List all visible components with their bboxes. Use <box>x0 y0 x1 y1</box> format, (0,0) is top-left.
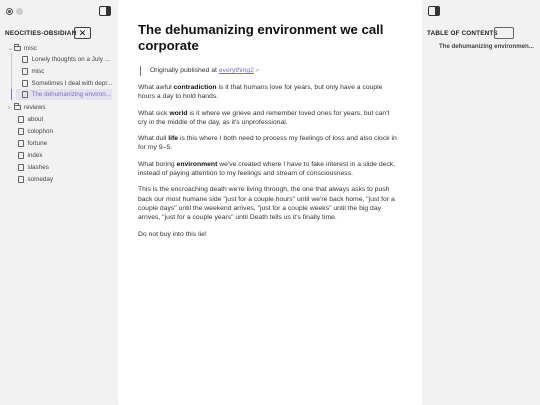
article <box>138 22 400 246</box>
tree-file-item[interactable] <box>22 78 112 89</box>
tree-file-item[interactable] <box>18 126 53 137</box>
tree-file-item[interactable] <box>18 150 43 161</box>
toc-title[interactable]: TABLE OF CONTENTS <box>427 30 498 37</box>
paragraph-bold: world <box>169 109 188 117</box>
paragraph <box>138 109 400 128</box>
site-title[interactable]: NEOCITIES-OBSIDIAN <box>5 30 77 37</box>
file-icon <box>18 128 24 135</box>
file-icon <box>22 91 28 98</box>
moon-icon <box>16 8 23 15</box>
file-icon <box>18 176 24 183</box>
blockquote <box>140 66 400 76</box>
paragraph-text: we've created where I have to fake interest in a slide deck, instead of paying attention to my feelings and stream of consciousness. <box>138 160 396 178</box>
toc-item[interactable]: The dehumanizing environmen... <box>439 43 534 50</box>
tree-label: index <box>27 152 43 159</box>
sidebar-toggle-icon[interactable] <box>99 6 111 16</box>
tree-label: misc <box>31 68 45 75</box>
toc-collapse-button[interactable] <box>494 27 514 39</box>
paragraph-bold: environment <box>176 160 218 168</box>
tree-label: Lonely thoughts on a July ... <box>31 56 110 63</box>
tree-file-item-active[interactable] <box>16 89 112 100</box>
paragraph-text: This is the encroaching death we're living through, the one that always asks to push back our most humane side "just for a couple hours" until we're back home, "just for a couple days" until the weekend arrives, "just for a couple weeks" until the big day arrives, "just for a couple years" until Death tells us it's finally time. <box>138 186 395 222</box>
folder-item-misc[interactable] <box>8 43 37 54</box>
file-icon <box>22 68 28 75</box>
collapse-explorer-button[interactable]: ✕ <box>74 27 91 39</box>
paragraph-text: What awful <box>138 84 174 91</box>
paragraph-text: is this where I both need to process my feelings of loss and also clock in for my 9–5. <box>138 135 397 152</box>
tree-file-item[interactable] <box>18 174 53 185</box>
tree-file-item[interactable] <box>18 138 47 149</box>
tree-label: colophon <box>27 128 54 135</box>
paragraph-text: Do not buy into this lie! <box>138 230 207 238</box>
paragraph <box>138 160 400 179</box>
file-icon <box>18 164 24 171</box>
paragraph-text: What boring <box>138 160 177 168</box>
page-title: The dehumanizing environment we call corporate <box>138 22 384 53</box>
tree-label: fortune <box>27 140 48 147</box>
paragraph-text: is it that humans love for years, but only have a couple hours a day to hold hands. <box>138 84 383 101</box>
right-sidebar <box>422 0 540 405</box>
tree-file-item[interactable] <box>18 114 43 125</box>
paragraph-text: What sick <box>138 109 170 117</box>
sidebar-toggle-icon[interactable] <box>428 6 440 16</box>
file-icon <box>18 116 24 123</box>
paragraph-text: What dull <box>138 135 169 143</box>
tree-file-item[interactable] <box>22 66 44 77</box>
paragraph <box>138 185 400 222</box>
main-content <box>118 0 422 405</box>
tree-file-item[interactable] <box>18 162 49 173</box>
paragraph <box>138 83 400 102</box>
tree-label: about <box>27 116 44 123</box>
external-link-icon: ↗ <box>254 68 260 74</box>
left-sidebar <box>0 0 118 405</box>
file-icon <box>18 140 24 147</box>
paragraph-bold: contradiction <box>173 84 217 91</box>
chevron-down-icon: ⌄ <box>8 46 14 52</box>
everything2-link[interactable]: everything2 <box>218 67 254 74</box>
paragraph <box>138 230 400 239</box>
folder-icon <box>14 46 21 52</box>
file-icon <box>22 56 28 63</box>
file-icon <box>18 152 24 159</box>
folder-item-reviews[interactable] <box>8 102 45 113</box>
sun-icon <box>6 8 13 15</box>
tree-label: slashes <box>27 164 49 171</box>
tree-file-item[interactable] <box>22 54 110 65</box>
tree-label: misc <box>24 45 37 52</box>
quote-prefix: Originally published at <box>150 67 219 74</box>
chevron-right-icon: › <box>8 104 10 111</box>
paragraph <box>138 134 400 153</box>
file-icon <box>22 80 28 87</box>
folder-icon <box>14 105 21 111</box>
tree-label: The dehumanizing environ... <box>31 91 111 98</box>
tree-label: reviews <box>24 104 46 111</box>
theme-toggle[interactable] <box>6 6 26 16</box>
paragraph-text: is it where we grieve and remember loved ones for years, but can't cry in the middle of the day, as it's unprofessional. <box>138 109 390 126</box>
paragraph-bold: life <box>168 135 179 143</box>
tree-label: Sometimes I deal with depr... <box>31 80 113 87</box>
tree-label: someday <box>27 176 54 183</box>
active-item-indicator <box>11 89 12 100</box>
